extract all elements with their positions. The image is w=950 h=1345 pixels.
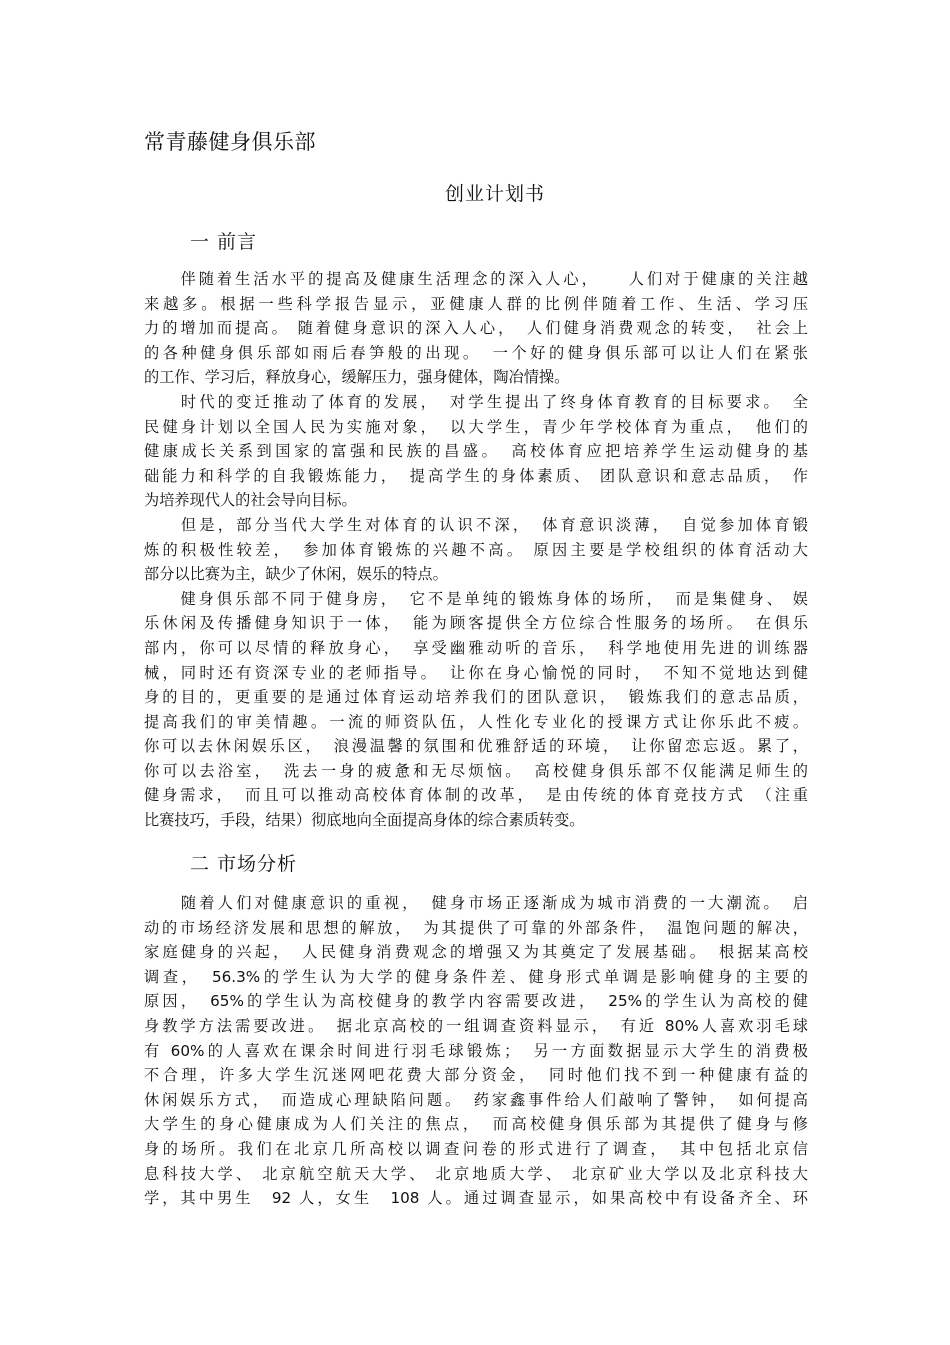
- text-line: 动的市场经济发展和思想的解放， 为其提供了可靠的外部条件， 温饱问题的解决，: [144, 918, 808, 937]
- text-line: 械，同时还有资深专业的老师指导。 让你在身心愉悦的同时， 不知不觉地达到健: [144, 663, 808, 682]
- text-line: 力的增加而提高。 随着健身意识的深入人心， 人们健身消费观念的转变， 社会上: [144, 319, 808, 338]
- text-line: 家庭健身的兴起， 人民健身消费观念的增强又为其奠定了发展基础。 根据某高校: [144, 943, 808, 962]
- text-line: 伴随着生活水平的提高及健康生活理念的深入人心， 人们对于健康的关注越: [144, 270, 808, 288]
- text-line: 时代的变迁推动了体育的发展， 对学生提出了终身体育教育的目标要求。 全: [144, 392, 808, 411]
- text-line: 部分以比赛为主，缺少了休闲，娱乐的特点。: [144, 565, 448, 584]
- text-line: 原因， 65%的学生认为高校健身的教学内容需要改进， 25%的学生认为高校的健: [144, 992, 808, 1011]
- text-line: 但是，部分当代大学生对体育的认识不深， 体育意识淡薄， 自觉参加体育锻: [144, 515, 808, 534]
- document-title: 创业计划书: [444, 183, 545, 205]
- text-line: 部内，你可以尽情的释放身心， 享受幽雅动听的音乐， 科学地使用先进的训练器: [144, 638, 808, 657]
- section-body-market-analysis: [144, 891, 808, 1211]
- text-line: 提高我们的审美情趣。一流的师资队伍，人性化专业化的授课方式让你乐此不疲。: [144, 712, 808, 731]
- text-line: 不合理，许多大学生沉迷网吧花费大部分资金， 同时他们找不到一种健康有益的: [144, 1066, 808, 1085]
- text-line: 为培养现代人的社会导向目标。: [144, 491, 357, 510]
- section-heading-preface: 一 前言: [190, 231, 258, 253]
- text-line: 民健身计划以全国人民为实施对象， 以大学生，青少年学校体育为重点， 他们的: [144, 417, 808, 436]
- organization-name: 常青藤健身俱乐部: [144, 130, 316, 154]
- text-line: 健身需求， 而且可以推动高校体育体制的改革， 是由传统的体育竞技方式 （注重: [144, 786, 808, 805]
- text-line: 健身俱乐部不同于健身房， 它不是单纯的锻炼身体的场所， 而是集健身、 娱: [144, 589, 808, 608]
- text-line: 休闲娱乐方式， 而造成心理缺陷问题。 药家鑫事件给人们敲响了警钟， 如何提高: [144, 1090, 808, 1109]
- text-line: 健康成长关系到国家的富强和民族的昌盛。 高校体育应把培养学生运动健身的基: [144, 442, 808, 461]
- text-line: 身教学方法需要改进。 据北京高校的一组调查资料显示， 有近 80%人喜欢羽毛球: [144, 1016, 808, 1035]
- text-line: 息科技大学、 北京航空航天大学、 北京地质大学、 北京矿业大学以及北京科技大: [144, 1164, 808, 1183]
- section-body-preface: [144, 267, 808, 833]
- text-line: 的各种健身俱乐部如雨后春笋般的出现。 一个好的健身俱乐部可以让人们在紧张: [144, 343, 808, 362]
- text-line: 身的目的，更重要的是通过体育运动培养我们的团队意识， 锻炼我们的意志品质，: [144, 688, 808, 707]
- text-line: 有 60%的人喜欢在课余时间进行羽毛球锻炼； 另一方面数据显示大学生的消费极: [144, 1041, 808, 1060]
- text-line: 随着人们对健康意识的重视， 健身市场正逐渐成为城市消费的一大潮流。 启: [144, 894, 808, 912]
- text-line: 你可以去浴室， 洗去一身的疲惫和无尽烦恼。 高校健身俱乐部不仅能满足师生的: [144, 761, 808, 780]
- text-line: 炼的积极性较差， 参加体育锻炼的兴趣不高。 原因主要是学校组织的体育活动大: [144, 540, 808, 559]
- text-line: 你可以去休闲娱乐区， 浪漫温馨的氛围和优雅舒适的环境， 让你留恋忘返。累了，: [144, 737, 808, 756]
- text-line: 比赛技巧，手段，结果）彻底地向全面提高身体的综合素质转变。: [144, 811, 585, 830]
- text-line: 乐休闲及传播健身知识于一体， 能为顾客提供全方位综合性服务的场所。 在俱乐: [144, 614, 808, 633]
- text-line: 础能力和科学的自我锻炼能力， 提高学生的身体素质、 团队意识和意志品质， 作: [144, 466, 808, 485]
- text-line: 大学生的身心健康成为人们关注的焦点， 而高校健身俱乐部为其提供了健身与修: [144, 1115, 808, 1134]
- text-line: 来越多。根据一些科学报告显示，亚健康人群的比例伴随着工作、生活、学习压: [144, 294, 808, 313]
- text-line: 身的场所。我们在北京几所高校以调查问卷的形式进行了调查， 其中包括北京信: [144, 1139, 808, 1158]
- text-line: 的工作、学习后，释放身心，缓解压力，强身健体，陶冶情操。: [144, 368, 570, 387]
- text-line: 学，其中男生 92 人，女生 108 人。通过调查显示，如果高校中有设备齐全、环: [144, 1189, 808, 1208]
- text-line: 调查， 56.3%的学生认为大学的健身条件差、健身形式单调是影响健身的主要的: [144, 967, 808, 986]
- section-heading-market-analysis: 二 市场分析: [190, 853, 298, 875]
